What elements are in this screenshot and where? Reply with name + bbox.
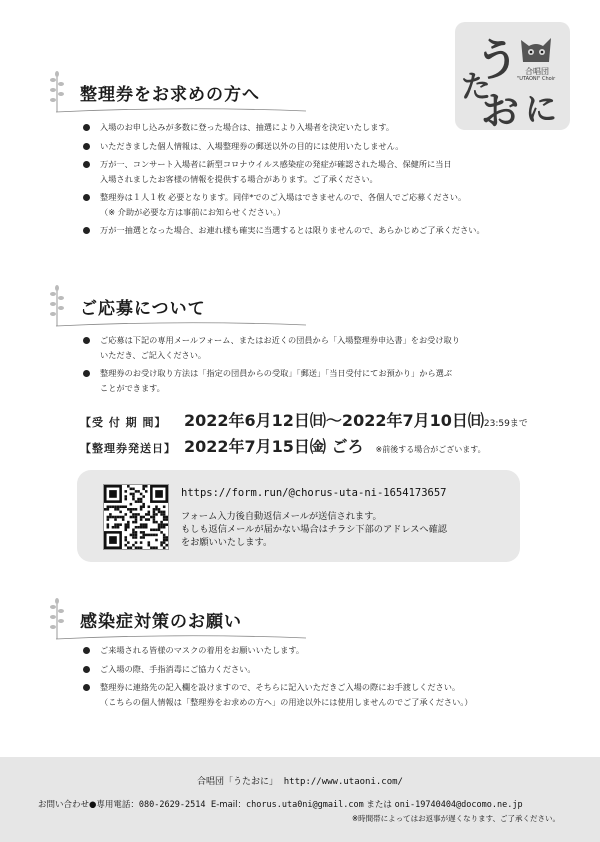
section-rule (56, 106, 306, 116)
utaoni-logo (455, 22, 570, 130)
logo-char-u: う (475, 35, 519, 86)
list-item: 入場のお申し込みが多数に登った場合は、抽選により入場者を決定いたします。 (80, 120, 558, 135)
form-url-link[interactable]: https://form.run/@chorus-uta-ni-1654173657 (181, 487, 447, 499)
section-title: ご応募について (80, 299, 206, 319)
logo-char-o: お (481, 88, 520, 130)
accept-period (80, 408, 528, 431)
cat-face-icon (519, 34, 553, 64)
tickets-list (80, 120, 558, 242)
section-tickets-header (46, 70, 446, 110)
apply-list (80, 333, 558, 399)
list-item: 万が一抽選となった場合、お連れ様も確実に当選するとは限りませんので、あらかじめご了承ください。 (80, 223, 558, 238)
send-note: ※前後する場合がございます。 (375, 445, 486, 454)
footer-email-1[interactable]: chorus.uta0ni@gmail.com (246, 800, 364, 810)
accept-label: 【受 付 期 間】 (80, 416, 167, 429)
send-label: 【整理券発送日】 (80, 442, 176, 455)
footer-note: ※時間帯によってはお返事が遅くなります、ご了承ください。 (351, 814, 560, 823)
section-infection-header (46, 597, 446, 637)
footer-phone[interactable]: 080-2629-2514 (138, 800, 206, 810)
section-apply-header (46, 284, 446, 324)
logo-gassho: 合唱団 (525, 67, 549, 76)
logo-char-ta: た (461, 70, 491, 105)
infection-list (80, 643, 558, 713)
logo-char-ni: に (525, 90, 558, 128)
footer-email-2[interactable]: oni-19740404@docomo.ne.jp (394, 800, 523, 810)
list-item: ご来場される皆様のマスクの着用をお願いいたします。 (80, 643, 558, 658)
send-date (80, 434, 486, 457)
footer (0, 757, 600, 842)
form-description: フォーム入力後自動返信メールが送信されます。 もしも返信メールが届かない場合はチラシ下部のアドレスへ確認 をお願いいたします。 (181, 511, 447, 548)
qr-code[interactable] (103, 484, 169, 550)
section-title: 感染症対策のお願い (80, 612, 242, 632)
footer-site-link[interactable]: http://www.utaoni.com/ (283, 777, 403, 787)
footer-org-line (0, 774, 600, 787)
form-info-box (77, 470, 520, 562)
accept-time: 23:59まで (483, 419, 528, 429)
section-title: 整理券をお求めの方へ (80, 85, 260, 105)
section-rule (56, 320, 306, 330)
send-value: 2022年7月15日㈮ ごろ (184, 437, 364, 456)
list-item: 万が一、コンサート入場者に新型コロナウイルス感染症の発症が確認された場合、保健所に当日 入場されましたお客様の情報を提供する場合があります。ご了承ください。 (80, 157, 558, 186)
list-item: 整理券は１人１枚 必要となります。同伴*でのご入場はできませんので、各個人でご応募ください。 （※ 介助が必要な方は事前にお知らせください。） (80, 190, 558, 219)
list-item: 整理券のお受け取り方法は「指定の団員からの受取」「郵送」「当日受付にてお預かり」から選ぶ ことができます。 (80, 366, 558, 395)
section-rule (56, 633, 306, 643)
logo-choir: "UTAONI" Choir (517, 76, 556, 82)
list-item: ご入場の際、手指消毒にご協力ください。 (80, 662, 558, 677)
list-item: いただきました個人情報は、入場整理券の郵送以外の目的には使用いたしません。 (80, 139, 558, 154)
accept-value: 2022年6月12日㈰～2022年7月10日㈰ (184, 411, 484, 430)
footer-contact-line: お問い合わせ●専用電話：080-2629-2514 E-mail：chorus.uta0ni@gmail.com または oni-19740404@docomo.ne.jp (38, 800, 523, 810)
list-item: ご応募は下記の専用メールフォーム、またはお近くの団員から「入場整理券申込書」をお受け取り いただき、ご記入ください。 (80, 333, 558, 362)
footer-org: 合唱団「うたおに」 (197, 777, 279, 787)
list-item: 整理券に連絡先の記入欄を設けますので、そちらに記入いただきご入場の際にお手渡しください。 （こちらの個人情報は「整理券をお求めの方へ」の用途以外には使用しませんのでご了承ください。） (80, 680, 558, 709)
